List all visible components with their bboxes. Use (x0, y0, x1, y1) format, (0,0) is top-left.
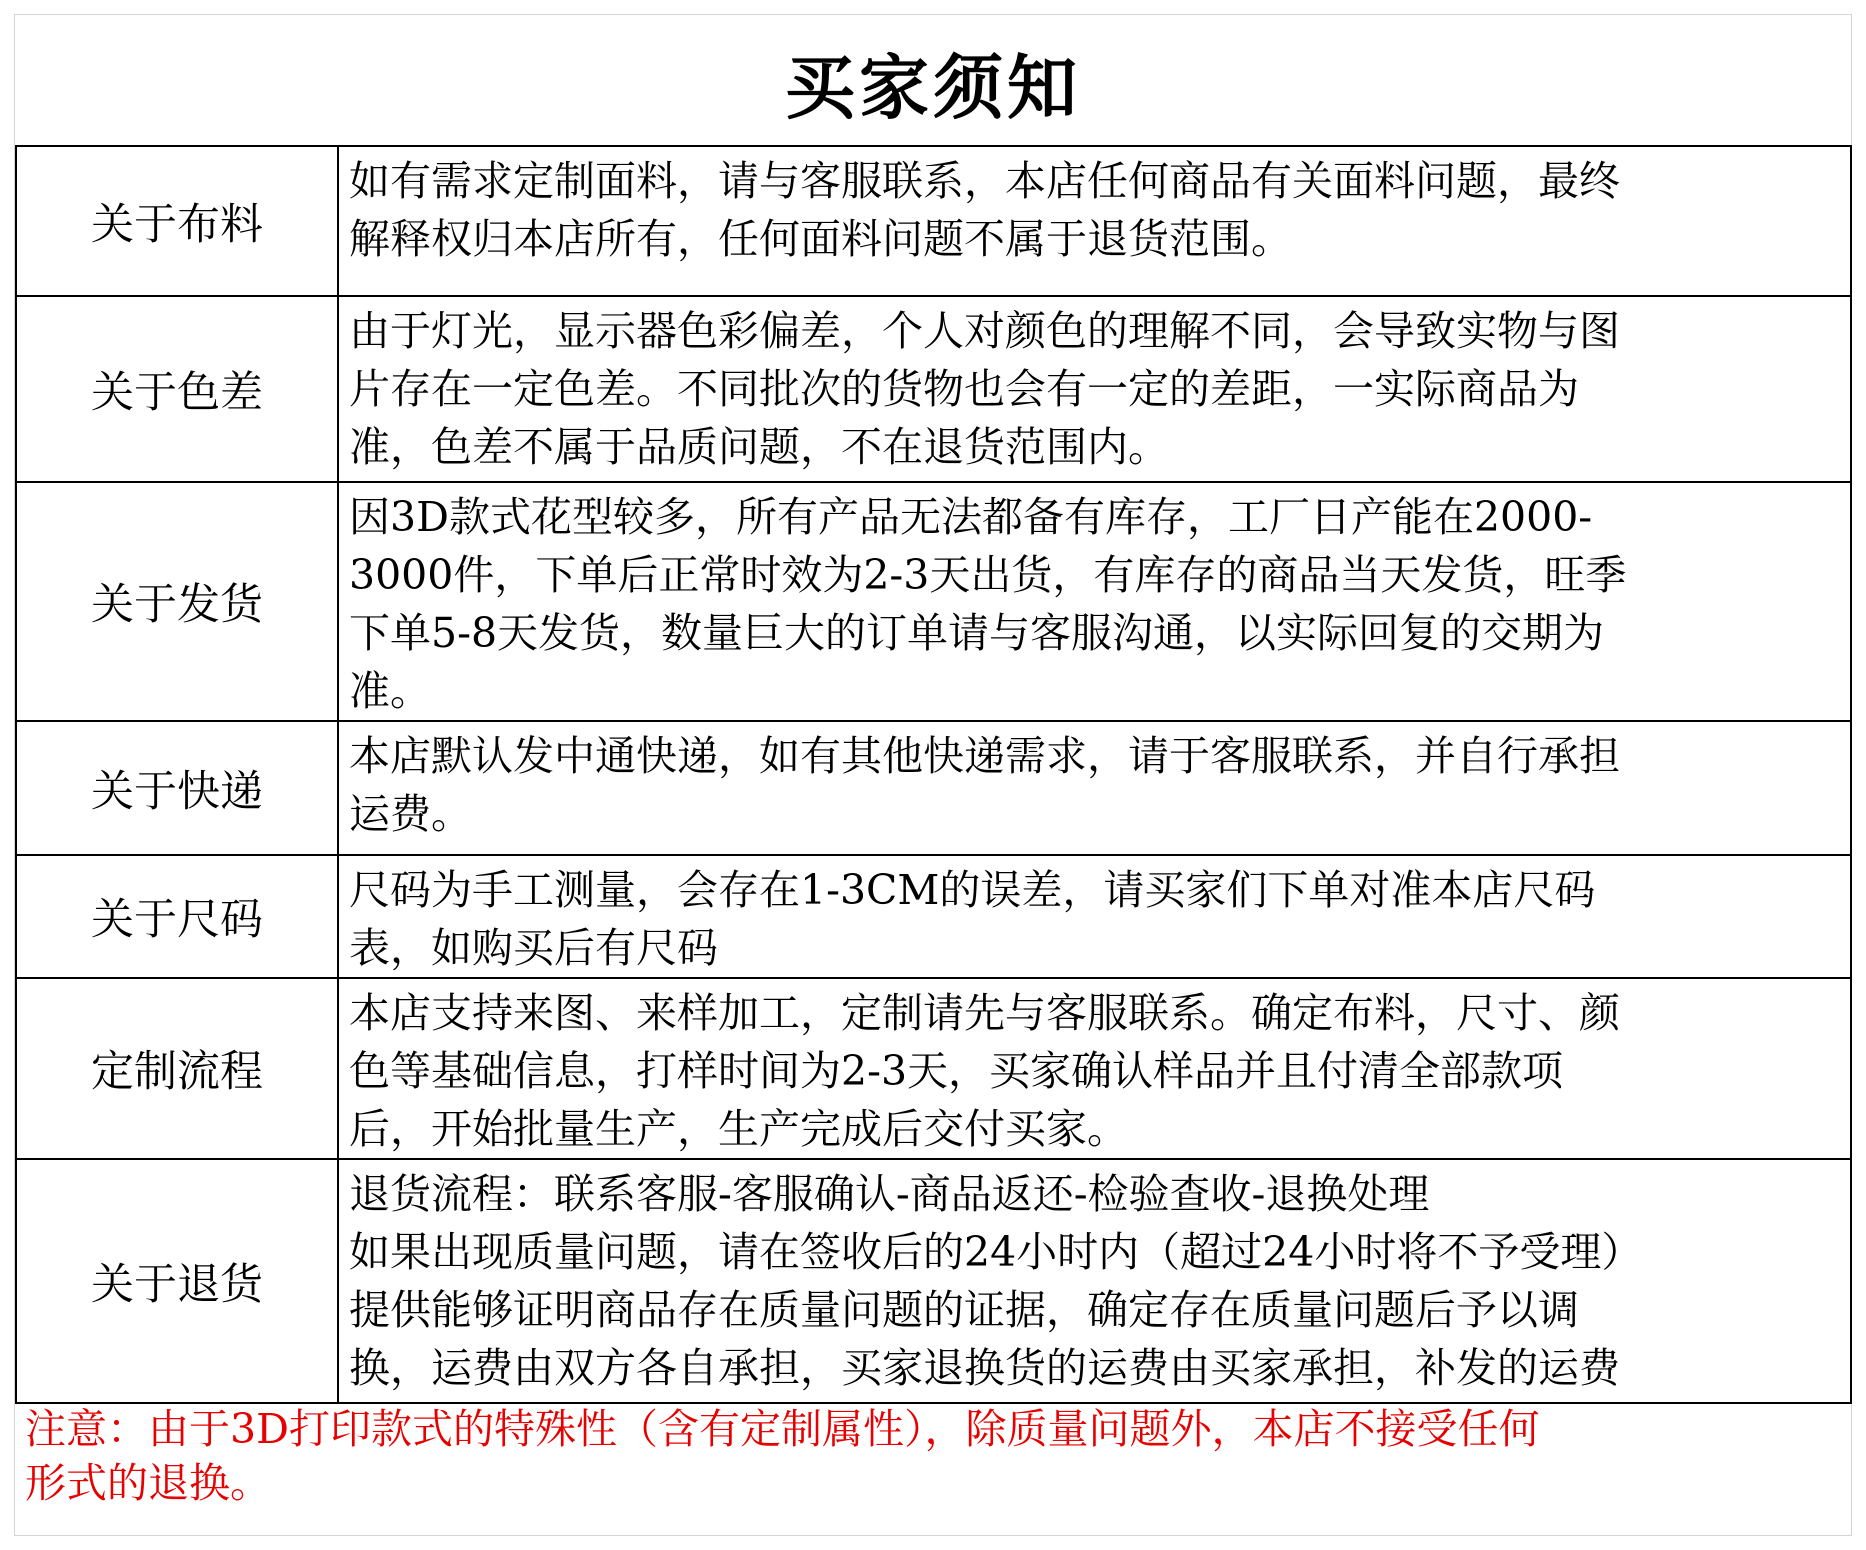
row-content-color-difference: 由于灯光，显示器色彩偏差，个人对颜色的理解不同，会导致实物与图 片存在一定色差。不同批次的货物也会有一定的差距，一实际商品为 准，色差不属于品质问题，不在退货范围内。 (338, 296, 1851, 482)
row-content-shipping: 因3D款式花型较多，所有产品无法都备有库存，工厂日产能在2000- 3000件，下单后正常时效为2-3天出货，有库存的商品当天发货，旺季 下单5-8天发货，数量巨大的订单请与客服沟通，以实际回复的交期为 准。 (338, 482, 1851, 721)
table-row (16, 296, 1851, 482)
row-topic-size: 关于尺码 (16, 855, 338, 978)
row-topic-shipping: 关于发货 (16, 482, 338, 721)
table-row (16, 146, 1851, 296)
row-topic-returns: 关于退货 (16, 1159, 338, 1403)
row-content-custom-process: 本店支持来图、来样加工，定制请先与客服联系。确定布料，尺寸、颜 色等基础信息，打样时间为2-3天，买家确认样品并且付清全部款项 后，开始批量生产，生产完成后交付买家。 (338, 978, 1851, 1159)
notice-table (15, 145, 1852, 1404)
table-row (16, 721, 1851, 855)
row-topic-custom-process: 定制流程 (16, 978, 338, 1159)
row-topic-courier: 关于快递 (16, 721, 338, 855)
table-row (16, 855, 1851, 978)
table-row (16, 1159, 1851, 1403)
row-content-fabric: 如有需求定制面料，请与客服联系，本店任何商品有关面料问题，最终 解释权归本店所有，任何面料问题不属于退货范围。 (338, 146, 1851, 296)
row-content-returns: 退货流程：联系客服-客服确认-商品返还-检验查收-退换处理 如果出现质量问题，请在签收后的24小时内（超过24小时将不予受理） 提供能够证明商品存在质量问题的证据，确定存在质量问题后予以调 换，运费由双方各自承担，买家退换货的运费由买家承担，补发的运费 (338, 1159, 1851, 1403)
warning-note: 注意：由于3D打印款式的特殊性（含有定制属性），除质量问题外，本店不接受任何 形式的退换。 (25, 1405, 1540, 1507)
row-content-size: 尺码为手工测量，会存在1-3CM的误差，请买家们下单对准本店尺码 表，如购买后有尺码 (338, 855, 1851, 978)
row-topic-fabric: 关于布料 (16, 146, 338, 296)
row-topic-color-difference: 关于色差 (16, 296, 338, 482)
table-row (16, 482, 1851, 721)
row-content-courier: 本店默认发中通快递，如有其他快递需求，请于客服联系，并自行承担 运费。 (338, 721, 1851, 855)
page-title: 买家须知 (785, 47, 1081, 129)
table-row (16, 978, 1851, 1159)
